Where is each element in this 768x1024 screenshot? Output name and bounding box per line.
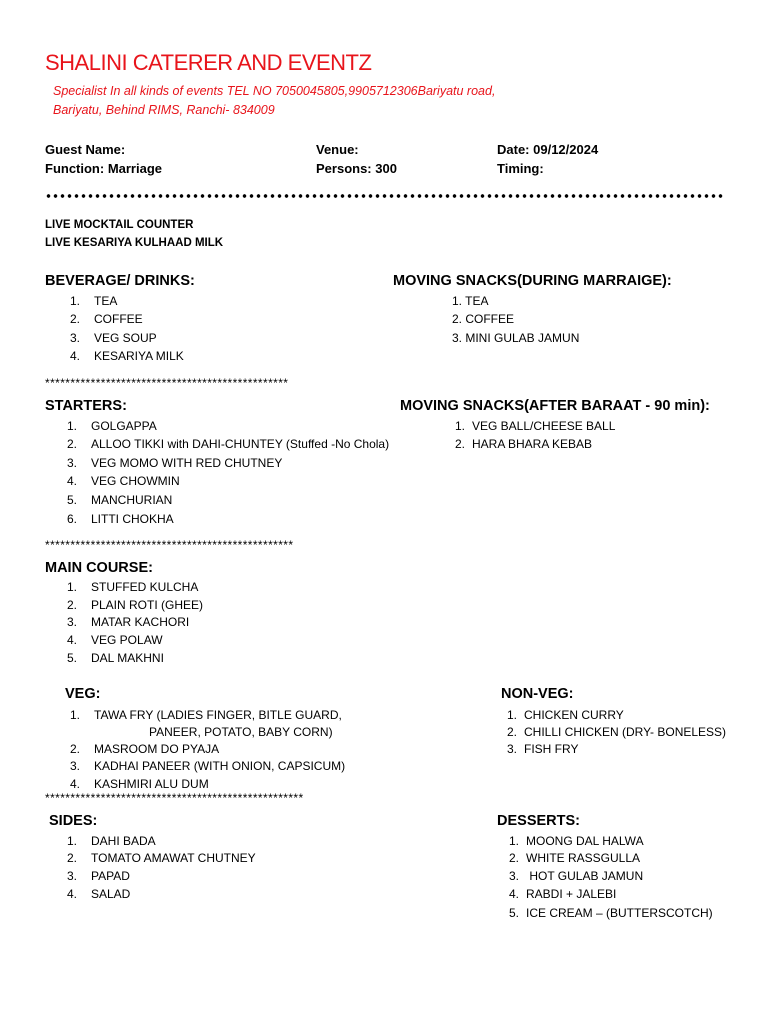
list-item: 2. COFFEE — [452, 312, 515, 326]
tagline-line-1: Specialist In all kinds of events TEL NO 7050045805,9905712306Bariyatu road, — [53, 84, 496, 98]
list-item: 2. HARA BHARA KEBAB — [455, 437, 593, 451]
list-item: 1. MOONG DAL HALWA — [509, 834, 644, 848]
list-item: 3. HOT GULAB JAMUN — [509, 869, 644, 883]
list-item: 1. TEA — [70, 294, 118, 308]
list-item: 3. VEG MOMO WITH RED CHUTNEY — [67, 456, 283, 470]
list-item: 6. LITTI CHOKHA — [67, 512, 174, 526]
list-item: 5. DAL MAKHNI — [67, 651, 164, 665]
list-item: 3. MINI GULAB JAMUN — [452, 331, 580, 345]
list-item: 2. CHILLI CHICKEN (DRY- BONELESS) — [507, 725, 727, 739]
live-counter-milk: LIVE KESARIYA KULHAAD MILK — [45, 237, 224, 249]
venue-label: Venue: — [316, 142, 359, 157]
list-item: 2. ALLOO TIKKI with DAHI-CHUNTEY (Stuffed -No Chola) — [67, 437, 390, 451]
list-item: 2. PLAIN ROTI (GHEE) — [67, 598, 204, 612]
dotted-divider — [45, 193, 725, 199]
star-separator: ************************************************ — [45, 376, 289, 390]
star-separator: *************************************************** — [45, 791, 304, 805]
list-item-continuation: PANEER, POTATO, BABY CORN) — [149, 725, 333, 739]
timing-label: Timing: — [497, 161, 544, 176]
list-item: 4. RABDI + JALEBI — [509, 887, 617, 901]
list-item: 1. STUFFED KULCHA — [67, 580, 199, 594]
list-item: 2. MASROOM DO PYAJA — [70, 742, 220, 756]
list-item: 3. PAPAD — [67, 869, 130, 883]
list-item: 1. TAWA FRY (LADIES FINGER, BITLE GUARD, — [70, 708, 342, 722]
list-item: 3. VEG SOUP — [70, 331, 157, 345]
moving-snacks-marriage-heading: MOVING SNACKS(DURING MARRAIGE): — [393, 273, 672, 289]
list-item: 3. KADHAI PANEER (WITH ONION, CAPSICUM) — [70, 759, 346, 773]
list-item: 4. SALAD — [67, 887, 131, 901]
beverages-heading: BEVERAGE/ DRINKS: — [45, 273, 195, 289]
desserts-heading: DESSERTS: — [497, 813, 580, 829]
tagline-line-2: Bariyatu, Behind RIMS, Ranchi- 834009 — [53, 103, 275, 117]
list-item: 3. FISH FRY — [507, 742, 579, 756]
star-separator: ************************************************* — [45, 538, 294, 552]
function-label: Function: Marriage — [45, 161, 163, 176]
list-item: 4. KESARIYA MILK — [70, 349, 184, 363]
live-counter-mocktail: LIVE MOCKTAIL COUNTER — [45, 219, 194, 231]
sides-heading: SIDES: — [49, 813, 98, 829]
list-item: 5. ICE CREAM – (BUTTERSCOTCH) — [509, 906, 713, 920]
company-title: SHALINI CATERER AND EVENTZ — [45, 50, 372, 75]
main-course-heading: MAIN COURSE: — [45, 560, 153, 576]
list-item: 1. DAHI BADA — [67, 834, 156, 848]
list-item: 2. TOMATO AMAWAT CHUTNEY — [67, 851, 256, 865]
list-item: 5. MANCHURIAN — [67, 493, 173, 507]
list-item: 2. COFFEE — [70, 312, 143, 326]
persons-label: Persons: 300 — [316, 161, 397, 176]
date-label: Date: 09/12/2024 — [497, 142, 599, 157]
non-veg-heading: NON-VEG: — [501, 686, 574, 702]
guest-name-label: Guest Name: — [45, 142, 126, 157]
list-item: 4. KASHMIRI ALU DUM — [70, 777, 209, 791]
list-item: 3. MATAR KACHORI — [67, 615, 190, 629]
moving-snacks-baraat-heading: MOVING SNACKS(AFTER BARAAT - 90 min): — [400, 398, 710, 414]
list-item: 2. WHITE RASSGULLA — [509, 851, 641, 865]
list-item: 4. VEG CHOWMIN — [67, 474, 180, 488]
list-item: 1. VEG BALL/CHEESE BALL — [455, 419, 616, 433]
list-item: 1. CHICKEN CURRY — [507, 708, 624, 722]
list-item: 1. TEA — [452, 294, 489, 308]
list-item: 1. GOLGAPPA — [67, 419, 157, 433]
veg-heading: VEG: — [65, 686, 101, 702]
list-item: 4. VEG POLAW — [67, 633, 163, 647]
starters-heading: STARTERS: — [45, 398, 127, 414]
